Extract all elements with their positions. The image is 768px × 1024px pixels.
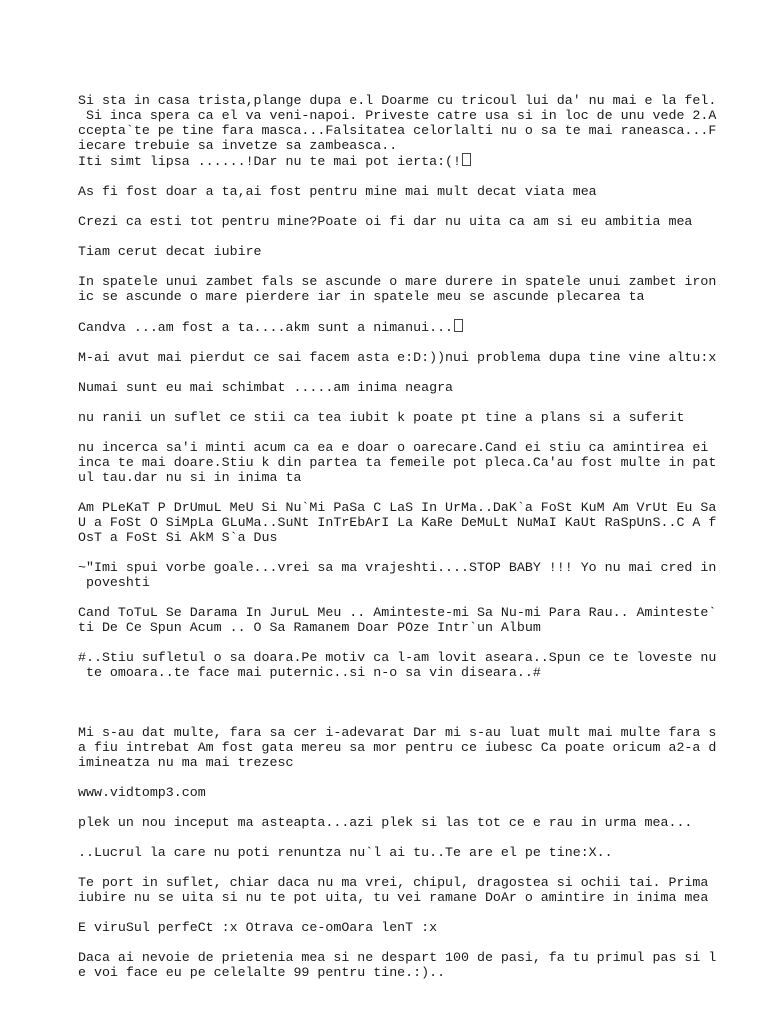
paragraph-10: nu incerca sa'i minti acum ca ea e doar o oarecare.Cand ei stiu ca amintirea ei inca te mai doare.Stiu k din partea ta femeile pot pleca.Ca'au fost multe in pat ul tau.dar nu si in inima ta: [78, 440, 717, 485]
paragraph-5: In spatele unui zambet fals se ascunde o mare durere in spatele unui zambet iron ic se ascunde o mare pierdere iar in spatele meu se ascunde plecarea ta: [78, 274, 717, 304]
paragraph-3: Crezi ca esti tot pentru mine?Poate oi fi dar nu uita ca am si eu ambitia mea: [78, 214, 693, 229]
paragraph-6-text: Candva ...am fost a ta....akm sunt a nimanui...: [78, 320, 454, 335]
paragraph-1: [78, 93, 718, 169]
paragraph-20: E viruSul perfeCt :x Otrava ce-omOara lenT :x: [78, 920, 438, 935]
paragraph-11: Am PLeKaT P DrUmuL MeU Si Nu`Mi PaSa C LaS In UrMa..DaK`a FoSt KuM Am VrUt Eu Sa U a FoSt O SiMpLa GLuMa..SuNt InTrEbArI La KaRe DeMuLt NuMaI KaUt RaSpUnS..C A f OsT a FoSt Si AkM S`a Dus: [78, 500, 717, 545]
missing-glyph-icon: [454, 319, 463, 332]
paragraph-12: ~"Imi spui vorbe goale...vrei sa ma vrajeshti....STOP BABY !!! Yo nu mai cred in poveshti: [78, 560, 717, 590]
paragraph-9: nu ranii un suflet ce stii ca tea iubit k poate pt tine a plans si a suferit: [78, 410, 685, 425]
paragraph-8: Numai sunt eu mai schimbat .....am inima neagra: [78, 380, 454, 395]
paragraph-4: Tiam cerut decat iubire: [78, 244, 262, 259]
paragraph-14: #..Stiu sufletul o sa doara.Pe motiv ca l-am lovit aseara..Spun ce te loveste nu te omoara..te face mai puternic..si n-o sa vin diseara..#: [78, 650, 717, 680]
paragraph-19: Te port in suflet, chiar daca nu ma vrei, chipul, dragostea si ochii tai. Prima iubire nu se uita si nu te pot uita, tu vei ramane DoAr o amintire in inima mea: [78, 875, 709, 905]
paragraph-18: ..Lucrul la care nu poti renuntza nu`l ai tu..Te are el pe tine:X..: [78, 845, 613, 860]
missing-glyph-icon: [462, 153, 471, 166]
url-text: www.vidtomp3.com: [78, 785, 206, 800]
paragraph-21: Daca ai nevoie de prietenia mea si ne despart 100 de pasi, fa tu primul pas si l e voi face eu pe celelalte 99 pentru tine.:)..: [78, 950, 717, 980]
paragraph-15: Mi s-au dat multe, fara sa cer i-adevarat Dar mi s-au luat mult mai multe fara s a fiu intrebat Am fost gata mereu sa mor pentru ce iubesc Ca poate oricum a2-a d imineatza nu ma mai trezesc: [78, 725, 717, 770]
paragraph-2: As fi fost doar a ta,ai fost pentru mine mai mult decat viata mea: [78, 184, 597, 199]
paragraph-17: plek un nou inceput ma asteapta...azi plek si las tot ce e rau in urma mea...: [78, 815, 693, 830]
paragraph-1-text: Si sta in casa trista,plange dupa e.l Doarme cu tricoul lui da' nu mai e la fel. Si inca spera ca el va veni-napoi. Priveste catre usa si in loc de unu vede 2.A ccepta`te pe tine fara masca...Falsitatea celorlalti nu o sa te mai raneasca...F iecare trebuie sa invetze sa zambeasca.. Iti simt lipsa ......!Dar nu te mai pot ierta:(!: [78, 93, 717, 169]
document-page: [78, 93, 718, 995]
paragraph-7: M-ai avut mai pierdut ce sai facem asta e:D:))nui problema dupa tine vine altu:x: [78, 350, 717, 365]
paragraph-13: Cand ToTuL Se Darama In JuruL Meu .. Aminteste-mi Sa Nu-mi Para Rau.. Aminteste` ti De Ce Spun Acum .. O Sa Ramanem Doar POze Intr`un Album: [78, 605, 717, 635]
paragraph-6: [78, 319, 718, 335]
